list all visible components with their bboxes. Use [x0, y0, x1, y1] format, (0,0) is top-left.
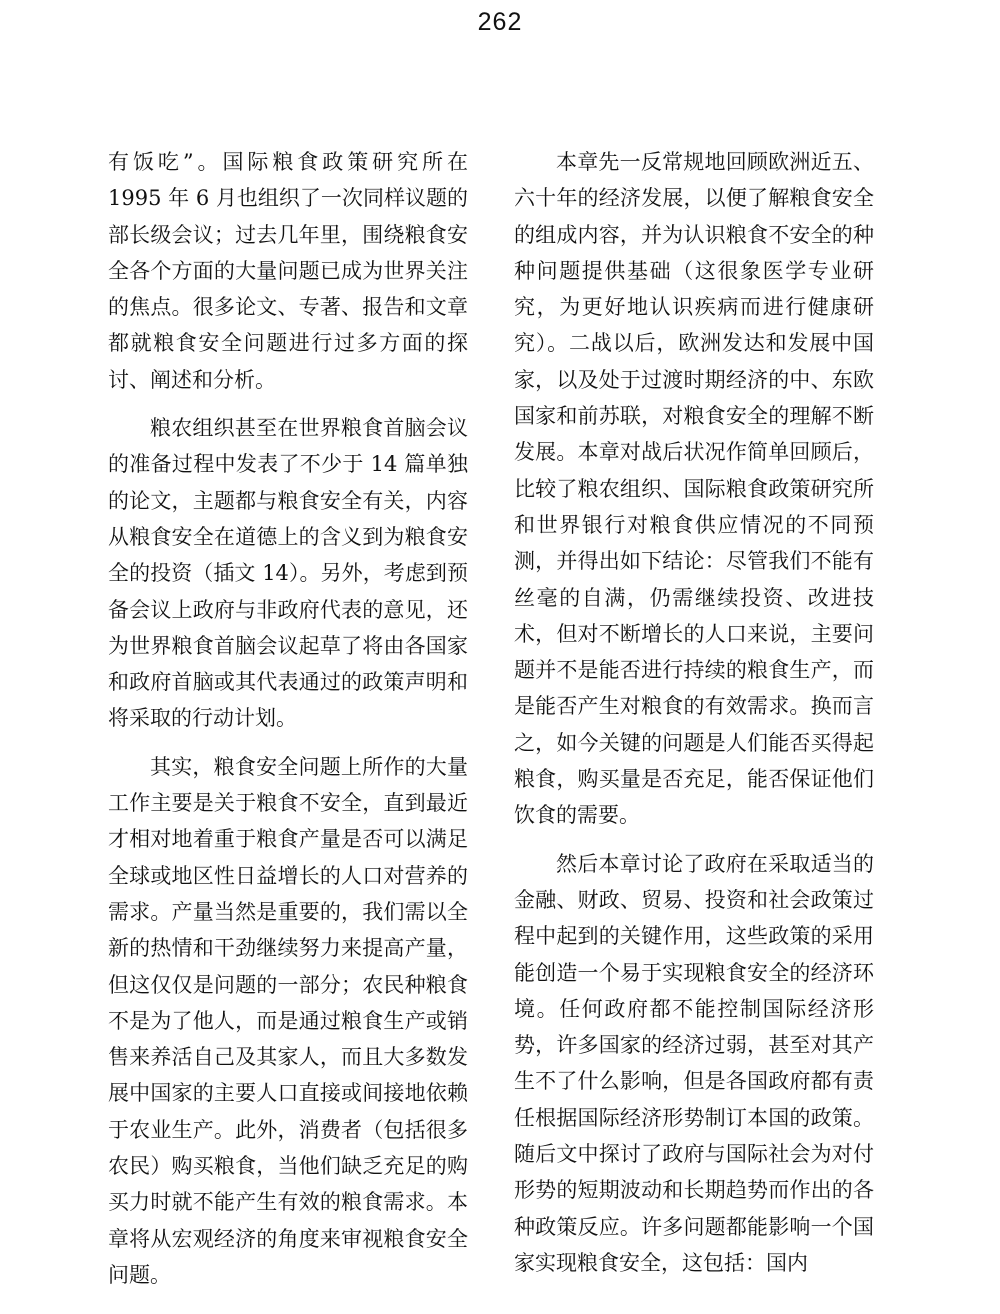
paragraph: 粮农组织甚至在世界粮食首脑会议的准备过程中发表了不少于 14 篇单独的论文，主题都与粮食安全有关，内容从粮食安全在道德上的含义到为粮食安全的投资（插文 14）。另外，考虑到预备会议上政府与非政府代表的意见，还为世界粮食首脑会议起草了将由各国家和政府首脑或其代表通过的政策声明和将采取的行动计划。: [108, 416, 468, 731]
right-column: [514, 144, 874, 1293]
paragraph: 有饭吃”。国际粮食政策研究所在 1995 年 6 月也组织了一次同样议题的部长级会议；过去几年里，围绕粮食安全各个方面的大量问题已成为世界关注的焦点。很多论文、专著、报告和文章都就粮食安全问题进行过多方面的探讨、阐述和分析。: [108, 150, 468, 392]
paragraph: 本章先一反常规地回顾欧洲近五、六十年的经济发展，以便了解粮食安全的组成内容，并为认识粮食不安全的种种问题提供基础（这很象医学专业研究，为更好地认识疾病而进行健康研究）。二战以后，欧洲发达和发展中国家，以及处于过渡时期经济的中、东欧国家和前苏联，对粮食安全的理解不断发展。本章对战后状况作简单回顾后，比较了粮农组织、国际粮食政策研究所和世界银行对粮食供应情况的不同预测，并得出如下结论：尽管我们不能有丝毫的自满，仍需继续投资、改进技术，但对不断增长的人口来说，主要问题并不是能否进行持续的粮食生产，而是能否产生对粮食的有效需求。换而言之，如今关键的问题是人们能否买得起粮食，购买量是否充足，能否保证他们饮食的需要。: [514, 150, 874, 828]
page-number: 262: [477, 8, 523, 36]
left-column: [108, 144, 468, 1305]
paragraph: 其实，粮食安全问题上所作的大量工作主要是关于粮食不安全，直到最近才相对地着重于粮食产量是否可以满足全球或地区性日益增长的人口对营养的需求。产量当然是重要的，我们需以全新的热情和干劲继续努力来提高产量，但这仅仅是问题的一部分；农民种粮食不是为了他人，而是通过粮食生产或销售来养活自己及其家人，而且大多数发展中国家的主要人口直接或间接地依赖于农业生产。此外，消费者（包括很多农民）购买粮食，当他们缺乏充足的购买力时就不能产生有效的粮食需求。本章将从宏观经济的角度来审视粮食安全问题。: [108, 754, 468, 1287]
paragraph: 然后本章讨论了政府在采取适当的金融、财政、贸易、投资和社会政策过程中起到的关键作用，这些政策的采用能创造一个易于实现粮食安全的经济环境。任何政府都不能控制国际经济形势，许多国家的经济过弱，甚至对其产生不了什么影响，但是各国政府都有责任根据国际经济形势制订本国的政策。随后文中探讨了政府与国际社会为对付形势的短期波动和长期趋势而作出的各种政策反应。许多问题都能影响一个国家实现粮食安全，这包括：国内: [514, 851, 874, 1275]
